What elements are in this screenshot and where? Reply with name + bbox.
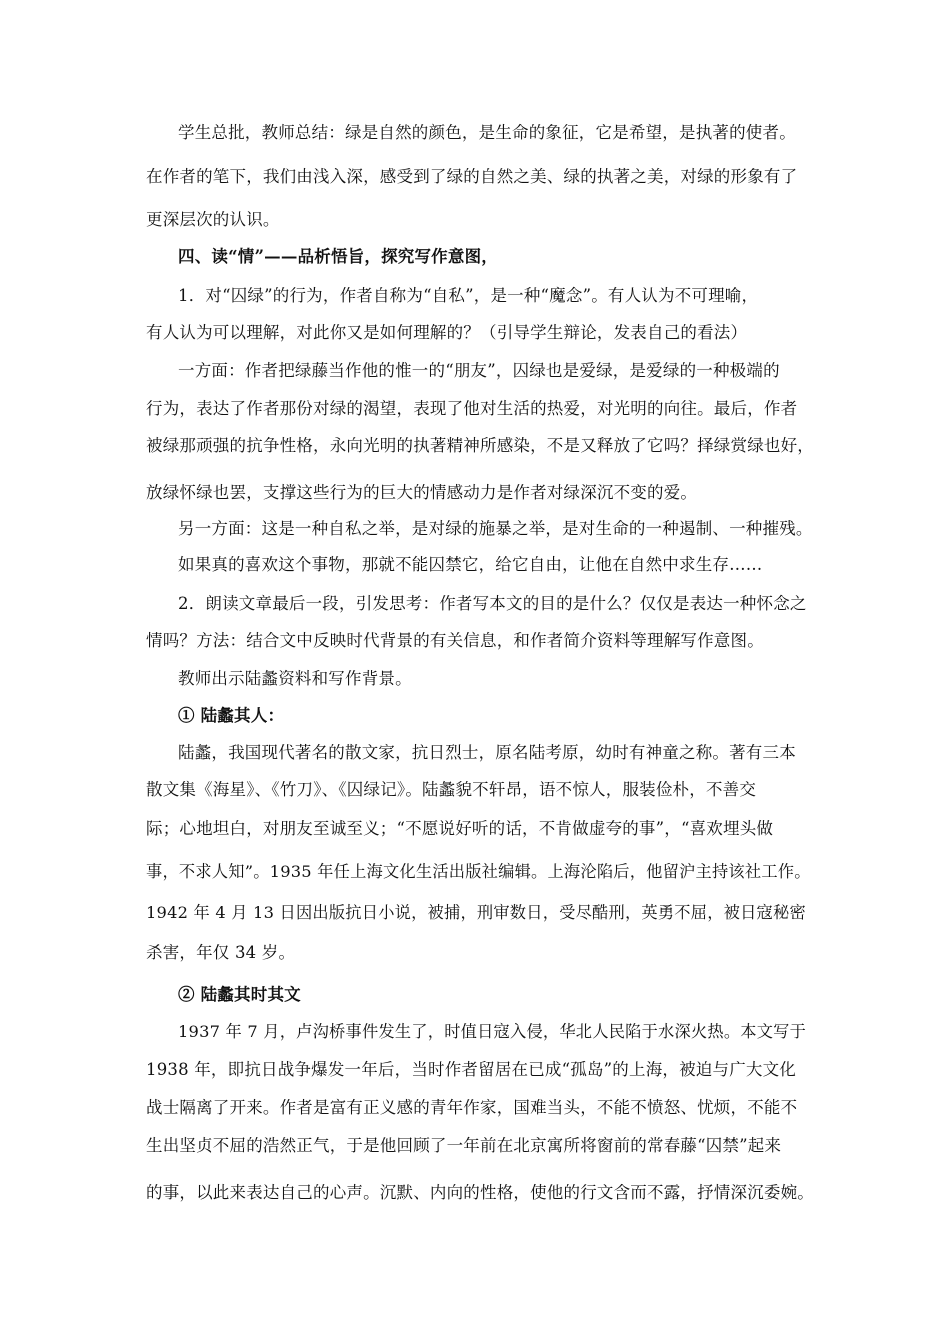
paragraph-line: 的事，以此来表达自己的心声。沉默、内向的性格，使他的行文含而不露，抒情深沉委婉。 bbox=[146, 1183, 814, 1202]
paragraph-line: 教师出示陆蠡资料和写作背景。 bbox=[178, 669, 412, 688]
paragraph-line: 放绿怀绿也罢，支撑这些行为的巨大的情感动力是作者对绿深沉不变的爱。 bbox=[146, 483, 698, 502]
paragraph-line: 另一方面：这是一种自私之举，是对绿的施暴之举，是对生命的一种遏制、一种摧残。 bbox=[178, 519, 813, 538]
paragraph-line: 1938 年，即抗日战争爆发一年后，当时作者留居在已成“孤岛”的上海，被迫与广大文化 bbox=[146, 1060, 797, 1079]
paragraph-line: 事，不求人知”。1935 年任上海文化生活出版社编辑。上海沦陷后，他留沪主持该社工作。 bbox=[146, 862, 811, 881]
paragraph-line: 学生总批，教师总结：绿是自然的颜色，是生命的象征，它是希望，是执著的使者。 bbox=[178, 123, 796, 142]
subsection-heading: ② 陆蠡其时其文 bbox=[178, 985, 301, 1004]
paragraph-line: 情吗？方法：结合文中反映时代背景的有关信息，和作者简介资料等理解写作意图。 bbox=[146, 631, 764, 650]
paragraph-line: 一方面：作者把绿藤当作他的惟一的“朋友”，囚绿也是爱绿，是爱绿的一种极端的 bbox=[178, 361, 780, 380]
subsection-heading: ① 陆蠡其人： bbox=[178, 706, 285, 725]
paragraph-line: 行为，表达了作者那份对绿的渴望，表现了他对生活的热爱，对光明的向往。最后，作者 bbox=[146, 399, 798, 418]
paragraph-line: 散文集《海星》、《竹刀》、《囚绿记》。陆蠡貌不轩昂，语不惊人，服装俭朴，不善交 bbox=[146, 780, 757, 799]
paragraph-line: 际；心地坦白，对朋友至诚至义；“不愿说好听的话，不肯做虚夸的事”，“喜欢埋头做 bbox=[146, 819, 774, 838]
section-heading: 四、读“情”——品析悟旨，探究写作意图， bbox=[178, 247, 498, 266]
paragraph-line: 杀害，年仅 34 岁。 bbox=[146, 943, 296, 962]
paragraph-line: 更深层次的认识。 bbox=[146, 210, 280, 229]
paragraph-line: 有人认为可以理解，对此你又是如何理解的？（引导学生辩论，发表自己的看法） bbox=[146, 323, 748, 342]
paragraph-line: 战士隔离了开来。作者是富有正义感的青年作家，国难当头，不能不愤怒、忧烦，不能不 bbox=[146, 1098, 798, 1117]
paragraph-line: 陆蠡，我国现代著名的散文家，抗日烈士，原名陆考原，幼时有神童之称。著有三本 bbox=[178, 743, 796, 762]
paragraph-line: 如果真的喜欢这个事物，那就不能囚禁它，给它自由，让他在自然中求生存…… bbox=[178, 555, 763, 574]
paragraph-line: 1．对“囚绿”的行为，作者自称为“自私”，是一种“魔念”。有人认为不可理喻， bbox=[178, 286, 759, 305]
paragraph-line: 生出坚贞不屈的浩然正气，于是他回顾了一年前在北京寓所将窗前的常春藤“囚禁”起来 bbox=[146, 1136, 782, 1155]
paragraph-line: 在作者的笔下，我们由浅入深，感受到了绿的自然之美、绿的执著之美，对绿的形象有了 bbox=[146, 167, 798, 186]
paragraph-line: 1942 年 4 月 13 日因出版抗日小说，被捕，刑审数日，受尽酷刑，英勇不屈，被日寇秘密 bbox=[146, 903, 806, 922]
paragraph-line: 2．朗读文章最后一段，引发思考：作者写本文的目的是什么？仅仅是表达一种怀念之 bbox=[178, 594, 807, 613]
paragraph-line: 被绿那顽强的抗争性格，永向光明的执著精神所感染，不是又释放了它吗？择绿赏绿也好， bbox=[146, 436, 814, 455]
paragraph-line: 1937 年 7 月，卢沟桥事件发生了，时值日寇入侵，华北人民陷于水深火热。本文写于 bbox=[178, 1022, 807, 1041]
